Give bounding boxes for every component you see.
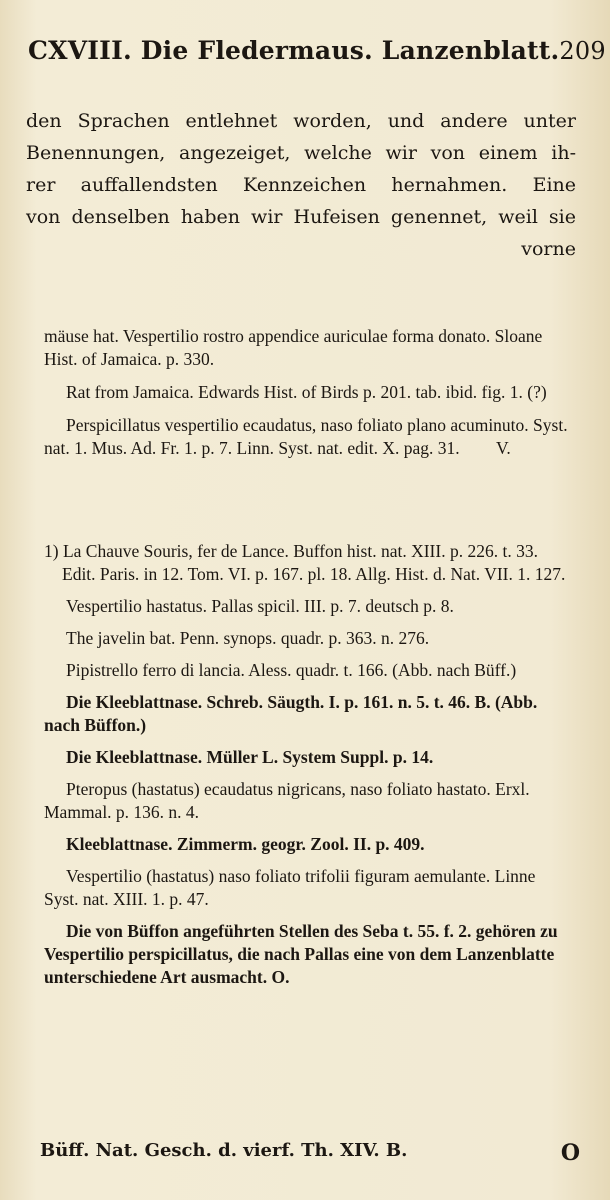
main-line: Benennungen, angezeiget, welche wir von einem ih- xyxy=(26,142,576,164)
signature-mark: Büff. Nat. Gesch. d. vierf. Th. XIV. B. xyxy=(40,1140,408,1161)
main-line: rer auffallendsten Kennzeichen hernahmen. Eine xyxy=(26,174,576,196)
signature-line xyxy=(40,1140,580,1166)
running-header xyxy=(28,36,606,65)
footnote-mark: O. xyxy=(271,967,290,987)
footnote-item xyxy=(44,920,574,989)
footnote-item: Die Kleeblattnase. Schreb. Säugth. I. p. 161. n. 5. t. 46. B. (Abb. nach Büffon.) xyxy=(44,692,538,735)
footnote-paragraph: Rat from Jamaica. Edwards Hist. of Birds p. 201. tab. ibid. fig. 1. (?) xyxy=(66,382,547,402)
footnote-item: Vespertilio (hastatus) naso foliato trifolii figuram aemulante. Linne Syst. nat. XIII. 1. p. 47. xyxy=(44,866,536,909)
footnote-item: Vespertilio hastatus. Pallas spicil. III. p. 7. deutsch p. 8. xyxy=(66,596,454,616)
footnote-item: Kleeblattnase. Zimmerm. geogr. Zool. II. p. 409. xyxy=(66,834,425,854)
footnote-item: Die Kleeblattnase. Müller L. System Suppl. p. 14. xyxy=(66,747,434,767)
footnote-item: 1) La Chauve Souris, fer de Lance. Buffon hist. nat. XIII. p. 226. t. 33. Edit. Paris. in 12. Tom. VI. p. 167. pl. 18. Allg. Hist. d. Nat. VII. 1. 127. xyxy=(44,541,566,584)
footnote-item: Pteropus (hastatus) ecaudatus nigricans, naso foliato hastato. Erxl. Mammal. p. 136. n. 4. xyxy=(44,779,530,822)
footnotes xyxy=(44,540,574,998)
header-title: CXVIII. Die Fledermaus. Lanzenblatt. xyxy=(28,36,560,65)
footnote-item: Pipistrello ferro di lancia. Aless. quadr. t. 166. (Abb. nach Büff.) xyxy=(66,660,517,680)
footnote-text: Perspicillatus vespertilio ecaudatus, naso foliato plano acuminuto. Syst. nat. 1. Mus. Ad. Fr. 1. p. 7. Linn. Syst. nat. edit. X. pag. 31. xyxy=(44,415,568,458)
footnotes-continued xyxy=(44,325,574,470)
signature-symbol: O xyxy=(560,1140,580,1166)
catchword: vorne xyxy=(521,238,576,260)
main-text xyxy=(26,105,576,265)
main-line: den Sprachen entlehnet worden, und andere unter xyxy=(26,110,576,132)
footnote-paragraph: mäuse hat. Vespertilio rostro appendice auriculae forma donato. Sloane Hist. of Jamaica. p. 330. xyxy=(44,326,543,369)
main-line: von denselben haben wir Hufeisen genennet, weil sie xyxy=(26,206,576,228)
page-number: 209 xyxy=(559,37,606,65)
footnote-mark: V. xyxy=(496,438,511,458)
footnote-text: Die von Büffon angeführten Stellen des Seba t. 55. f. 2. gehören zu Vespertilio perspicillatus, die nach Pallas eine von dem Lanzenblatte unterschiedene Art ausmacht. xyxy=(44,921,558,987)
footnote-item: The javelin bat. Penn. synops. quadr. p. 363. n. 276. xyxy=(66,628,430,648)
footnote-paragraph xyxy=(44,414,574,460)
